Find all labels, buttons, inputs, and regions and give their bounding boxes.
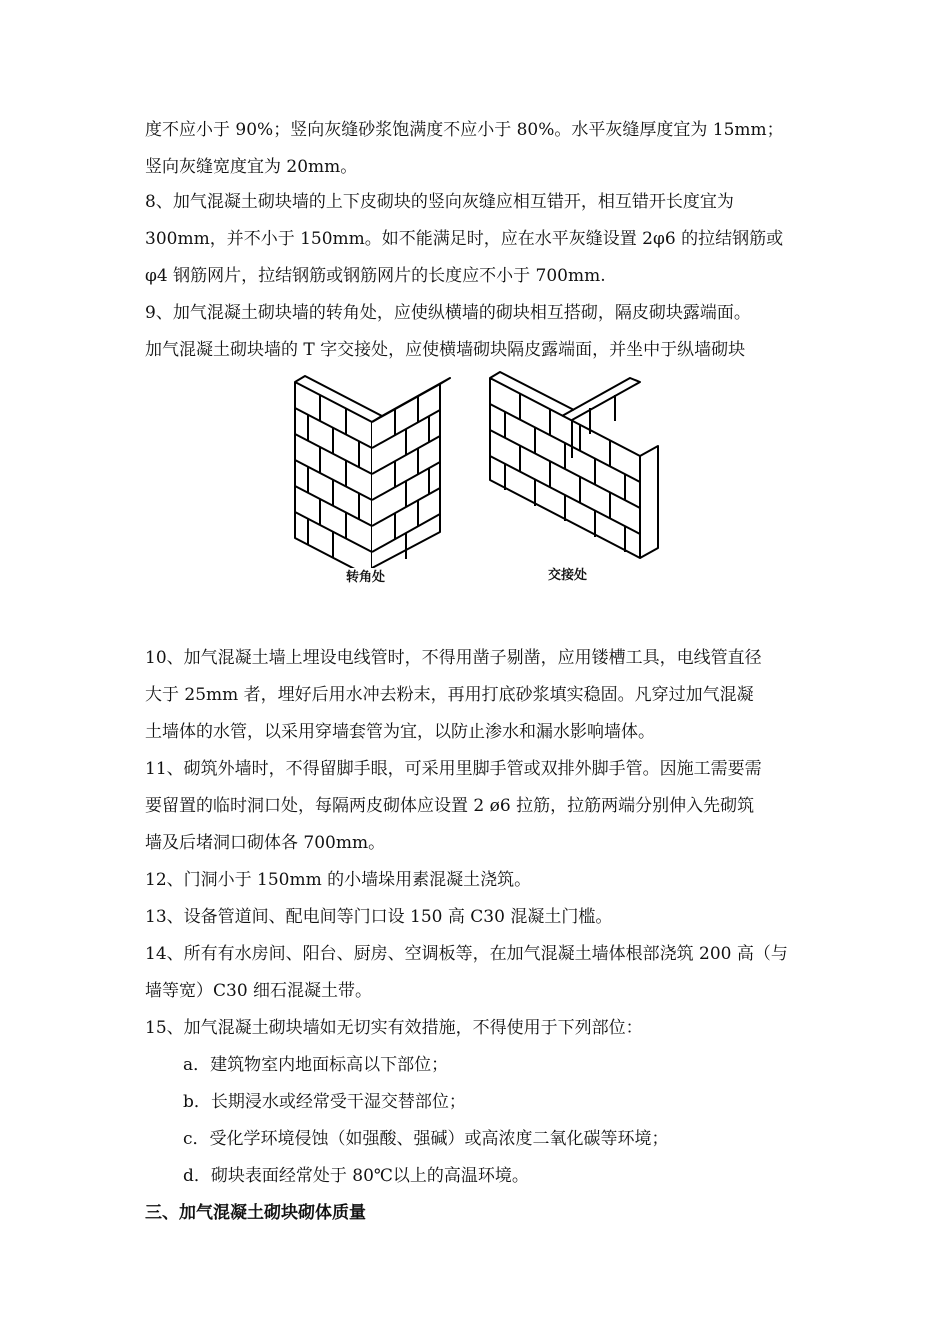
paragraph-11 bbox=[145, 751, 810, 862]
list-item: c．受化学环境侵蚀（如强酸、强碱）或高浓度二氧化碳等环境； bbox=[183, 1129, 669, 1149]
text-line: 11、砌筑外墙时，不得留脚手眼，可采用里脚手管或双排外脚手管。因施工需要需 bbox=[145, 759, 762, 779]
paragraph-13 bbox=[145, 899, 810, 936]
corner-wall-drawing bbox=[295, 376, 450, 568]
text-line: 14、所有有水房间、阳台、厨房、空调板等，在加气混凝土墙体根部浇筑 200 高（与 bbox=[145, 944, 788, 964]
text-line: 竖向灰缝宽度宜为 20mm。 bbox=[145, 157, 358, 177]
text-line: 要留置的临时洞口处，每隔两皮砌体应设置 2 ø6 拉筋，拉筋两端分别伸入先砌筑 bbox=[145, 796, 755, 816]
tjunction-caption: 交接处 bbox=[548, 568, 588, 583]
section-heading: 三、加气混凝土砌块砌体质量 bbox=[145, 1203, 366, 1223]
text-line: 墙等宽）C30 细石混凝土带。 bbox=[145, 981, 373, 1001]
text-line: 10、加气混凝土墙上埋设电线管时，不得用凿子剔凿，应用镂槽工具，电线管直径 bbox=[145, 648, 762, 668]
text-line: 墙及后堵洞口砌体各 700mm。 bbox=[145, 833, 386, 853]
text-line: 加气混凝土砌块墙的 T 字交接处，应使横墙砌块隔皮露端面，并坐中于纵墙砌块 bbox=[145, 340, 746, 360]
text-line: 13、设备管道间、配电间等门口设 150 高 C30 混凝土门槛。 bbox=[145, 907, 613, 927]
list-item: b．长期浸水或经常受干湿交替部位； bbox=[183, 1092, 466, 1112]
text-line: 9、加气混凝土砌块墙的转角处，应使纵横墙的砌块相互搭砌，隔皮砌块露端面。 bbox=[145, 303, 751, 323]
paragraph-9 bbox=[145, 295, 810, 369]
text-line: 300mm，并不小于 150mm。如不能满足时，应在水平灰缝设置 2φ6 的拉结钢筋或 bbox=[145, 229, 784, 249]
masonry-figure bbox=[280, 368, 670, 598]
corner-caption: 转角处 bbox=[346, 570, 386, 585]
list-item: d．砌块表面经常处于 80℃以上的高温环境。 bbox=[183, 1166, 529, 1186]
paragraph-10 bbox=[145, 640, 810, 751]
paragraph-8 bbox=[145, 184, 810, 295]
text-line: 土墙体的水管，以采用穿墙套管为宜，以防止渗水和漏水影响墙体。 bbox=[145, 722, 655, 742]
paragraph-15 bbox=[145, 1010, 810, 1047]
text-line: 大于 25mm 者，埋好后用水冲去粉末，再用打底砂浆填实稳固。凡穿过加气混凝 bbox=[145, 685, 754, 705]
t-junction-wall-drawing bbox=[490, 372, 658, 558]
paragraph-14 bbox=[145, 936, 810, 1010]
paragraph-12 bbox=[145, 862, 810, 899]
paragraph-continued bbox=[145, 112, 810, 186]
text-line: 15、加气混凝土砌块墙如无切实有效措施，不得使用于下列部位： bbox=[145, 1018, 643, 1038]
brick-wall-diagram bbox=[280, 368, 670, 568]
text-line: 度不应小于 90%；竖向灰缝砂浆饱满度不应小于 80%。水平灰缝厚度宜为 15mm； bbox=[145, 120, 784, 140]
text-line: φ4 钢筋网片，拉结钢筋或钢筋网片的长度应不小于 700mm. bbox=[145, 266, 606, 286]
text-line: 8、加气混凝土砌块墙的上下皮砌块的竖向灰缝应相互错开，相互错开长度宜为 bbox=[145, 192, 734, 212]
list-item: a．建筑物室内地面标高以下部位； bbox=[183, 1055, 449, 1075]
text-line: 12、门洞小于 150mm 的小墙垛用素混凝土浇筑。 bbox=[145, 870, 532, 890]
